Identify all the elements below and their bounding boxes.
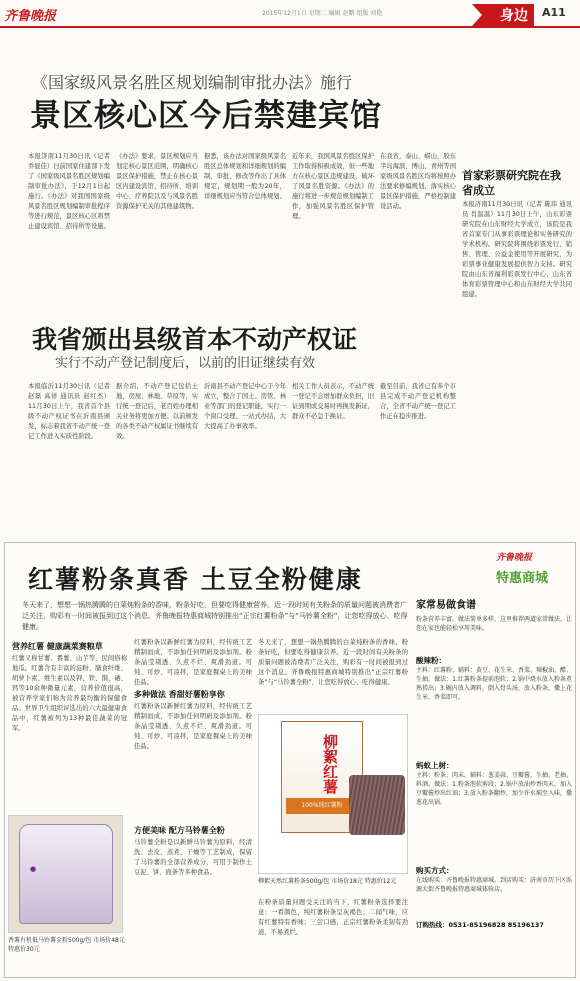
flour-bag-icon	[19, 824, 113, 924]
product-image-noodles	[258, 714, 408, 874]
issue-info: 2015年12月1日 星期二 编辑 赵鹏 组版 刘艳	[262, 10, 383, 17]
product-caption-1: 香薯有机低马铃薯全粉500g/包 市场价48元 特惠价30元	[8, 937, 125, 953]
advert-text-4: 在粉条质量问题受关注的当下，红薯粉条选择要注意：一看颜色，纯红薯粉条呈灰褐色；二闻气味，应有红薯特有香味；三尝口感，正宗红薯粉条柔韧有劲道，不易煮烂。	[258, 899, 408, 936]
sidebox-body: 本报济南11月30日讯（记者 陈玮 通讯员 肖温温）11月30日上午，山东彩票研究院在山东财经大学成立，该院是我省首家专门从事彩票理论和实务研究的学术机构。研究院将围绕彩票发行、销售、管理、公益金使用等开展研究，为彩票事业健康发展提供智力支持。研究院由山东省福利彩票发行中心、山东省体育彩票管理中心和山东财经大学共同组建。	[462, 201, 572, 298]
brand-logo: 齐鲁晚报	[496, 553, 533, 563]
recipe-heading-2: 蚂蚁上树：	[416, 761, 454, 770]
article1-col-5: 在我省，泰山、崂山、胶东半岛海滨、博山、青州等国家级风景名胜区均将按照办法要求修编规划，落实核心景区保护措施，严格控制建设活动。	[380, 153, 456, 210]
advert-text-3: 马铃薯全粉是以新鲜马铃薯为原料，经清洗、去皮、蒸煮、干燥等工艺制成，保留了马铃薯的全部营养成分，可用于制作土豆泥、饼、面条等多种食品。	[134, 839, 252, 876]
advert-text-1b: 红薯粉条以新鲜红薯为原料，经传统工艺精制而成，不添加任何明矾及添加剂。粉条晶莹剔透、久煮不烂、爽滑劲道。可炖、可炒、可凉拌，是家庭餐桌上的美味佳品。	[134, 639, 252, 686]
advert-text-side: 冬天来了，想想一锅热腾腾的白菜炖粉条的香味，粉条好吃，但要吃得健康营养。近一段时间有关粉条的质量问题被消费者广泛关注，购彩有一时间被报到过这个消息。齐鲁晚报特惠商城特别推出“正宗红薯粉条”与“马铃薯全粉”，让您吃得放心、吃得健康。	[258, 639, 408, 686]
recipe-intro: 粉条营养丰富，做法简单多样，这里推荐两道家常做法，让您在家也能轻松享用美味。	[416, 616, 572, 632]
brand-badge	[496, 550, 568, 592]
recipe-title: 家常易做食谱	[416, 600, 476, 611]
advert-subhead-3: 方便美味 配方马铃薯全粉	[134, 826, 225, 835]
article1-headline: 景区核心区今后禁建宾馆	[30, 98, 382, 134]
advert-text-2: 红薯粉条以新鲜红薯为原料，经传统工艺精制而成，不添加任何明矾及添加剂。粉条晶莹剔透、久煮不烂、爽滑劲道。可炖、可炒、可凉拌，是家庭餐桌上的美味佳品。	[134, 703, 252, 750]
product-caption-2: 柳絮天然红薯粉条500g/包 市场价18元 特惠价12元	[258, 878, 397, 885]
article1-col-2: 《办法》要求，景区规划应当划定核心景区范围，明确核心景区保护措施，禁止在核心景区内建设宾馆、招待所、培训中心、疗养院以及与风景名胜资源保护无关的其他建筑物。	[116, 153, 198, 210]
sidebox-title: 首家彩票研究院在我省成立	[462, 169, 561, 197]
article1-col-4: 近年来，我国风景名胜区保护工作取得积极成效，但一些地方在核心景区违规建设，破坏了风景名胜资源。《办法》的施行将进一步规范规划编制工作，加强风景名胜区保护管理。	[292, 153, 374, 220]
recipe-text-3: 在线购买：齐鲁晚报特惠商城。到店购买：济南市历下区泺源大街齐鲁晚报特惠商城体验店。	[416, 877, 572, 893]
bag-label: ●	[30, 865, 37, 873]
recipe-text-1: 主料：红薯粉、辅料：黄豆、花生米、香菜、辣椒油、醋、生抽。做法：1.红薯粉条提前泡软；2.锅中烧水放入粉条煮熟捞出；3.碗内放入调料，倒入骨头汤，放入粉条，撒上花生米、香菜即可。	[416, 667, 572, 701]
recipe-box	[416, 596, 572, 974]
article1-col-3: 据悉，该办法对国家级风景名胜区总体规划和详细规划的编制、审批、修改等作出了具体规定，规划期一般为20年，详细规划应当符合总体规划。	[204, 153, 286, 200]
brand-name: 特惠商城	[496, 571, 549, 586]
section-tag	[472, 4, 534, 26]
product-image-potato-flour	[8, 815, 123, 933]
newspaper-logo: 齐鲁晚报	[4, 9, 57, 24]
noodles-icon	[349, 775, 405, 835]
article2-col-4: 相关工作人员表示，不动产统一登记不会增加群众负担，旧证到期或交易时再换发新证，群众不必急于换证。	[292, 383, 374, 420]
recipe-heading-3: 购买方式：	[416, 866, 454, 875]
section-label: 身边	[500, 8, 528, 24]
page-number: A11	[542, 6, 566, 19]
recipe-heading-1: 酸辣粉：	[416, 656, 446, 665]
advert-subhead-1: 营养红薯 健康蔬菜赛粮草	[12, 642, 103, 651]
article2-col-2: 据介绍，不动产登记包括土地、房屋、林地、草原等，实行统一登记后，老百姓办理相关业务将更加方便。以前颁发的各类不动产权属证书继续有效。	[116, 383, 198, 440]
article2-col-1: 本报临沂11月30日讯（记者 赵磊 高祥 通讯员 赵红杰）11月30日上午，我省首个县级不动产权证书在沂南县颁发，标志着我省不动产统一登记工作进入实质性阶段。	[28, 383, 110, 440]
article2-col-5: 截至目前，我省已有多个市县完成不动产登记机构整合，全省不动产统一登记工作正在稳步推进。	[380, 383, 456, 420]
advert-subhead-2: 多种做法 香甜好薯粉享你	[134, 690, 225, 699]
advert-text-1: 红薯又称甘薯、番薯、山芋等，民间俗称地瓜。红薯含有丰富的淀粉、膳食纤维、胡萝卜素、维生素以及钾、铁、铜、硒、钙等10余种微量元素，营养价值很高，被营养学家们称为营养最均衡的保健食品。世界卫生组织评选出的六大最健康食品中，红薯被列为13种最佳蔬菜的冠军。	[12, 655, 127, 732]
advert-col-2	[134, 638, 252, 898]
tag-notch-icon	[472, 4, 482, 26]
order-hotline: 订购热线：0531-85196828 85196137	[416, 921, 544, 929]
pack-foot: 100%纯红薯粉	[286, 798, 358, 814]
recipe-text-2: 主料：粉条、肉末。辅料：葱姜蒜、豆瓣酱、生抽、老抽、料酒。做法：1.粉条泡软剪段；2.锅中放油炒香肉末，加入豆瓣酱炒出红油；3.放入粉条翻炒，加少许水焖至入味，撒葱花出锅。	[416, 772, 572, 806]
advert-col-1	[12, 638, 127, 814]
pack-title: 柳絮红薯	[321, 734, 339, 794]
article2-col-3: 沂南县不动产登记中心于今年成立，整合了国土、房管、林业等部门的登记职能，实行一个窗口受理、一站式办结，大大提高了办事效率。	[204, 383, 286, 430]
article2-subhead: 实行不动产登记制度后，以前的旧证继续有效	[55, 356, 316, 371]
article2-headline: 我省颁出县级首本不动产权证	[32, 325, 358, 354]
article1-col-1: 本报济南11月30日讯（记者 乔显佳）日前国家住建部下发了《国家级风景名胜区规划编制审批办法》，于12月1日起施行。《办法》对我国国家级风景名胜区规划编制审批程序等进行规范，景区核心区将禁止建设宾馆、招待所等设施。	[28, 153, 110, 230]
article1-kicker: 《国家级风景名胜区规划编制审批办法》施行	[32, 73, 353, 92]
advert-intro: 冬天来了，想想一锅热腾腾的白菜炖粉条的香味，粉条好吃，但要吃得健康营养。近一段时间有关粉条的质量问题被消费者广泛关注，购彩有一时间被报到过这个消息。齐鲁晚报特惠商城特别推出“正宗红薯粉条”与“马铃薯全粉”，让您吃得放心、吃得健康。	[22, 601, 408, 630]
advert-headline: 红薯粉条真香 土豆全粉健康	[28, 565, 363, 594]
